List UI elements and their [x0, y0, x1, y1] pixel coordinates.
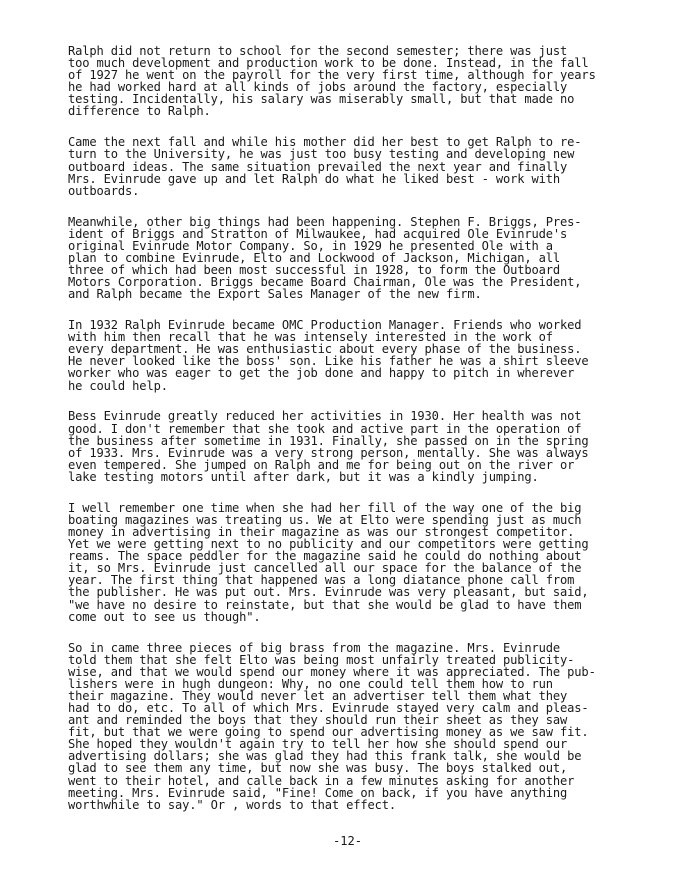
paragraph-6: I well remember one time when she had her fill of the way one of the big boating magazines was treating us. We at Elto were spending just as much money in advertising in their magazine as was our strongest competitor. Yet we were getting next to no publicity and our competitors were getting reams. The space peddler for the magazine said he could do nothing about it, so Mrs. Evinrude just cancelled all our space for the balance of the year. The first thing that happened was a long diatance phone call from the publisher. He was put out. Mrs. Evinrude was very pleasant, but said, "we have no desire to reinstate, but that she would be glad to have them come out to see us though".	[68, 500, 589, 624]
paragraph-3: Meanwhile, other big things had been happening. Stephen F. Briggs, Pres- ident of Briggs and Stratton of Milwaukee, had acquired Ole Evinrude's original Evinrude Motor Company. So, in 1929 he presented Ole with a plan to combine Evinrude, Elto and Lockwood of Jackson, Michigan, all three of which had been most successful in 1928, to form the Outboard Motors Corporation. Briggs became Board Chairman, Ole was the President, and Ralph became the Export Sales Manager of the new firm.	[68, 214, 582, 302]
paragraph-2: Came the next fall and while his mother did her best to get Ralph to re- turn to the University, he was just too busy testing and developing new outboard ideas. The same situation prevailed the next year and finally Mrs. Evinrude gave up and let Ralph do what he liked best - work with outboards.	[68, 135, 582, 198]
page-number: -12-	[332, 834, 363, 848]
paragraph-5: Bess Evinrude greatly reduced her activities in 1930. Her health was not good. I don't remember that she took and active part in the operation of the business after sometime in 1931. Finally, she passed on in the spring of 1933. Mrs. Evinrude was a very strong person, mentally. She was always even tempered. She jumped on Ralph and me for being out on the river or lake testing motors until after dark, but it was a kindly jumping.	[68, 409, 589, 484]
document-page	[68, 45, 668, 830]
paragraph-1: Ralph did not return to school for the second semester; there was just too much development and production work to be done. Instead, in the fall of 1927 he went on the payroll for the very first time, although for years he had worked hard at all kinds of jobs around the factory, especially testing. Incidentally, his salary was miserably small, but that made no difference to Ralph.	[68, 44, 596, 119]
paragraph-4: In 1932 Ralph Evinrude became OMC Production Manager. Friends who worked with him then recall that he was intensely interested in the work of every department. He was enthusiastic about every phase of the business. He never looked like the boss' son. Like his father he was a shirt sleeve worker who was eager to get the job done and happy to pitch in wherever he could help.	[68, 318, 589, 393]
paragraph-7: So in came three pieces of big brass from the magazine. Mrs. Evinrude told them that she felt Elto was being most unfairly treated publicity- wise, and that we would spend our money where it was appreciated. The pub- lishers were in hugh dungeon: Why, no one could tell them how to run their magazine. They would never let an advertiser tell them what they had to do, etc. To all of which Mrs. Evinrude stayed very calm and pleas- ant and reminded the boys that they should run their sheet as they saw fit, but that we were going to spend our advertising money as we saw fit. She hoped they wouldn't again try to tell her how she should spend our advertising dollars; she was glad they had this frank talk, she would be glad to see them any time, but now she was busy. The boys stalked out, went to their hotel, and calle back in a few minutes asking for another meeting. Mrs. Evinrude said, "Fine! Come on back, if you have anything worthwhile to say." Or , words to that effect.	[68, 640, 596, 812]
